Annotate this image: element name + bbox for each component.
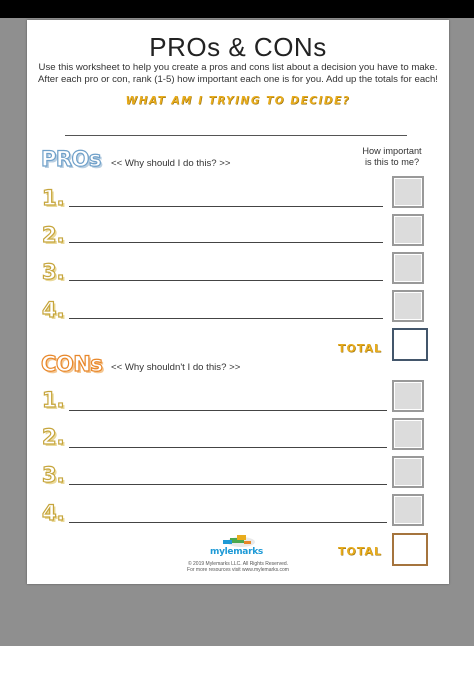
con-line-3[interactable]: [69, 484, 387, 485]
pro-rank-box-2[interactable]: [392, 214, 424, 246]
page-title: PROs & CONs: [149, 32, 327, 62]
pros-total-box[interactable]: [392, 328, 428, 361]
con-number-2: 2.: [42, 425, 65, 449]
decision-question: WHAT AM I TRYING TO DECIDE?: [125, 95, 351, 107]
pro-number-3: 3.: [42, 260, 65, 284]
con-number-1: 1.: [42, 388, 65, 412]
pro-number-1: 1.: [42, 186, 65, 210]
con-rank-box-2[interactable]: [392, 418, 424, 450]
pro-line-1[interactable]: [69, 206, 383, 207]
con-rank-box-1[interactable]: [392, 380, 424, 412]
con-line-2[interactable]: [69, 447, 387, 448]
decision-answer-line[interactable]: [65, 135, 407, 136]
pros-heading: PROs: [41, 147, 101, 171]
pros-total-label: TOTAL: [338, 342, 383, 355]
cons-hint: << Why shouldn't I do this? >>: [111, 362, 241, 373]
bottom-strip: [0, 646, 474, 674]
pro-number-2: 2.: [42, 223, 65, 247]
pros-hint: << Why should I do this? >>: [111, 158, 231, 169]
pro-rank-box-4[interactable]: [392, 290, 424, 322]
footer-brand: mylemarks: [210, 547, 263, 557]
con-rank-box-3[interactable]: [392, 456, 424, 488]
footer-website: For more resources visit www.mylemarks.com: [187, 567, 289, 573]
pro-number-4: 4.: [42, 298, 65, 322]
pro-line-3[interactable]: [69, 280, 383, 281]
con-number-3: 3.: [42, 463, 65, 487]
con-rank-box-4[interactable]: [392, 494, 424, 526]
footer-copyright: © 2019 Mylemarks LLC. All Rights Reserved.: [187, 561, 289, 567]
top-bar: [0, 0, 474, 18]
worksheet-page: [27, 20, 449, 584]
cons-heading: CONs: [41, 352, 103, 376]
con-number-4: 4.: [42, 501, 65, 525]
instructions-text: Use this worksheet to help you create a pros and cons list about a decision you have to make. After each pro or con, rank (1-5) how important each one is for you. Add up the totals for each!: [38, 62, 438, 85]
con-line-1[interactable]: [69, 410, 387, 411]
pro-rank-box-1[interactable]: [392, 176, 424, 208]
pro-rank-box-3[interactable]: [392, 252, 424, 284]
importance-header: How important is this to me?: [362, 146, 422, 167]
con-line-4[interactable]: [69, 522, 387, 523]
pro-line-4[interactable]: [69, 318, 383, 319]
cons-total-label: TOTAL: [338, 545, 383, 558]
pro-line-2[interactable]: [69, 242, 383, 243]
